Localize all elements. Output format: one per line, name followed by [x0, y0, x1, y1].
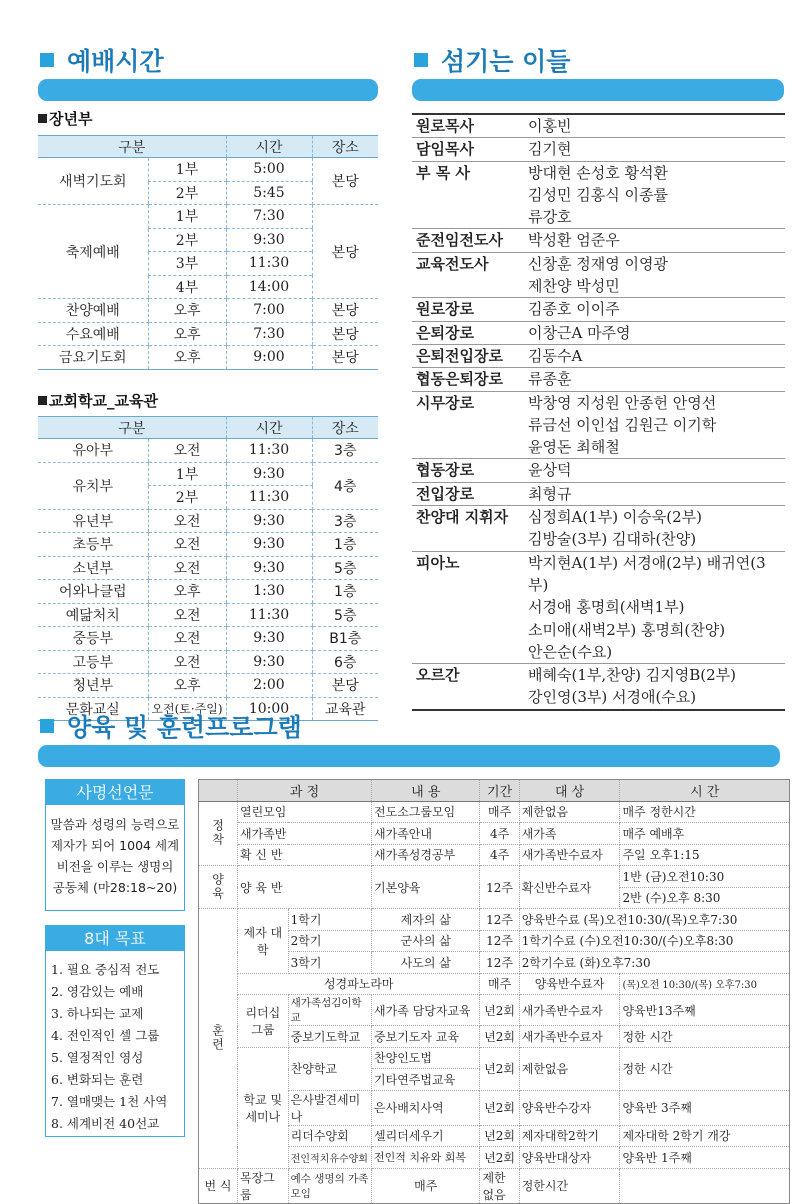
table-cell: 주일 오후1:15: [620, 844, 790, 866]
staff-row: [412, 161, 785, 229]
goals-title: 8대 목표: [46, 926, 184, 951]
table-cell: 7:00: [226, 299, 312, 323]
header-cell: 대 상: [519, 780, 620, 802]
staff-name-line: 배혜숙(1부,찬양) 김지영B(2부): [528, 666, 736, 685]
staff-names: [528, 253, 785, 298]
section-bar: [38, 745, 780, 767]
table-cell: 3학기: [288, 952, 371, 974]
table-cell: 1부: [148, 462, 226, 486]
table-cell: 오후: [148, 322, 226, 346]
table-cell: 새가족안내: [372, 823, 480, 845]
staff-names: [528, 138, 785, 160]
table-cell: 오후: [148, 580, 226, 604]
table-cell: 양 육 반: [238, 866, 372, 909]
table-cell: 금요기도회: [38, 346, 148, 370]
school-table: [38, 416, 378, 721]
table-cell: 찬양인도법: [372, 1047, 480, 1069]
square-bullet-icon: [40, 53, 54, 67]
table-cell: 1학기수료 (수)오전10:30/(수)오후8:30: [519, 930, 789, 952]
table-cell: 제한없음: [480, 1168, 519, 1203]
staff-role: 담임목사: [416, 140, 474, 159]
table-cell: 정한 시간: [620, 1047, 790, 1090]
table-cell: 문화교실: [38, 697, 148, 721]
staff-section-title: 섬기는 이들: [414, 42, 570, 78]
table-cell: 정한 시간: [620, 1026, 790, 1048]
table-cell: 새가족반수료자: [519, 1026, 620, 1048]
table-cell: 3층: [312, 439, 378, 463]
table-cell: 오전: [148, 533, 226, 557]
staff-role: 전입장로: [416, 484, 474, 503]
staff-name-line: 김성민 김홍식 이종률: [528, 185, 668, 204]
table-cell: 어와나클럽: [38, 580, 148, 604]
staff-name-line: 윤상덕: [528, 461, 572, 480]
table-cell: 전인적치유수양회: [288, 1147, 371, 1169]
header-cell: 장소: [312, 136, 378, 158]
table-cell: 4층: [312, 462, 378, 509]
staff-row: [412, 551, 785, 663]
square-bullet-icon: [38, 396, 47, 405]
table-cell: 2학기: [288, 930, 371, 952]
staff-name-line: 박성환 엄준우: [528, 231, 620, 250]
table-cell: 양육반 3주째: [620, 1090, 790, 1125]
header-cell: 장소: [312, 417, 378, 439]
table-cell: 7:30: [226, 322, 312, 346]
table-cell: 은사배치사역: [372, 1090, 480, 1125]
table-cell: 새가족성경공부: [372, 844, 480, 866]
staff-row: [412, 321, 785, 344]
staff-names: [528, 322, 785, 344]
table-cell: 양육반수강자: [519, 1090, 620, 1125]
table-cell: 번 식: [199, 1168, 238, 1203]
staff-name-line: 최형규: [528, 484, 572, 503]
staff-row: [412, 344, 785, 367]
table-cell: 5:45: [226, 181, 312, 205]
table-cell: 본당: [312, 205, 378, 299]
table-cell: 1부: [148, 205, 226, 229]
staff-row: [412, 115, 785, 137]
table-cell: 매주 예배후: [620, 823, 790, 845]
table-cell: 찬양예배: [38, 299, 148, 323]
table-cell: 2부: [148, 181, 226, 205]
table-cell: 중등부: [38, 627, 148, 651]
table-cell: 12주: [480, 930, 519, 952]
table-cell: 청년부: [38, 674, 148, 698]
table-cell: (목)오전 10:30/(목) 오후7:30: [620, 973, 790, 995]
table-cell: 9:30: [226, 650, 312, 674]
table-cell: 14:00: [226, 275, 312, 299]
table-cell: 6층: [312, 650, 378, 674]
staff-name-line: 이홍빈: [528, 117, 572, 135]
table-cell: 년2회: [480, 1047, 519, 1090]
table-cell: 유치부: [38, 462, 148, 509]
staff-name-line: 제찬양 박성민: [528, 277, 620, 296]
table-cell: 4주: [480, 823, 519, 845]
table-cell: 기본양육: [372, 866, 480, 909]
table-cell: 고등부: [38, 650, 148, 674]
table-cell: 5층: [312, 603, 378, 627]
table-cell: 전도소그룹모임: [372, 801, 480, 823]
header-cell: 내 용: [372, 780, 480, 802]
table-cell: 제자대학 2학기 개강: [620, 1125, 790, 1147]
staff-row: [412, 458, 785, 481]
table-cell: 확신반수료자: [519, 866, 620, 909]
staff-role: 오르간: [416, 666, 460, 685]
table-cell: 3부: [148, 252, 226, 276]
staff-names: [528, 345, 785, 367]
table-cell: 9:30: [226, 462, 312, 486]
staff-name-line: 서경애 홍명희(새벽1부): [528, 598, 685, 617]
staff-role: 교육전도사: [416, 254, 489, 273]
table-cell: 4주: [480, 844, 519, 866]
table-cell: 11:30: [226, 439, 312, 463]
staff-name-line: 김종호 이이주: [528, 300, 620, 319]
table-cell: 사도의 삶: [372, 952, 480, 974]
table-cell: 찬양학교: [288, 1047, 371, 1090]
staff-name-line: 박창영 지성원 안종헌 안영선: [528, 393, 717, 412]
table-cell: 1부: [148, 158, 226, 182]
staff-names: [528, 392, 785, 459]
table-cell: 10:00: [226, 697, 312, 721]
table-cell: 11:30: [226, 486, 312, 510]
table-cell: 초등부: [38, 533, 148, 557]
staff-names: [528, 115, 785, 137]
category-cell: 양육: [199, 866, 238, 909]
header-cell: 시 간: [620, 780, 790, 802]
staff-row: [412, 252, 785, 298]
table-cell: 오전: [148, 603, 226, 627]
staff-name-line: 소미애(새벽2부) 홍명희(찬양): [528, 620, 726, 639]
staff-role: 협동은퇴장로: [416, 370, 503, 389]
table-cell: 2반 (수)오후 8:30: [620, 887, 790, 909]
section-bar: [412, 79, 784, 101]
table-cell: 학교 및 세미나: [238, 1047, 289, 1168]
table-cell: 목장그룹: [238, 1168, 289, 1203]
table-cell: 제한없음: [519, 801, 620, 823]
goal-item: 3. 하나되는 교제: [51, 1006, 144, 1021]
table-cell: 정한시간: [519, 1168, 620, 1203]
table-cell: 9:30: [226, 627, 312, 651]
table-cell: 새벽기도회: [38, 158, 148, 205]
table-cell: 년2회: [480, 1125, 519, 1147]
mission-text: 말씀과 성령의 능력으로 제자가 되어 1004 세계 비전을 이루는 생명의 공동체 (마28:18~20): [50, 817, 180, 895]
table-cell: 12주: [480, 909, 519, 931]
table-cell: 11:30: [226, 603, 312, 627]
table-cell: 1층: [312, 580, 378, 604]
staff-role: 은퇴전입장로: [416, 346, 503, 365]
header-cell: 시간: [226, 136, 312, 158]
staff-name-line: 강인영(3부) 서경애(수요): [528, 688, 697, 707]
table-cell: 중보기도자 교육: [372, 1026, 480, 1048]
staff-names: [528, 368, 785, 390]
goals-list: [46, 951, 184, 1135]
table-cell: 본당: [312, 674, 378, 698]
staff-name-line: 윤영돈 최해철: [528, 438, 620, 457]
adult-worship-table: [38, 135, 378, 370]
staff-row: [412, 505, 785, 551]
table-cell: 새가족 담당자교육: [372, 995, 480, 1026]
goal-item: 4. 전인적인 셀 그룹: [51, 1028, 160, 1043]
worship-section-title: 예배시간: [40, 42, 164, 78]
training-section-title: 양육 및 훈련프로그램: [40, 708, 302, 744]
table-cell: 새가족반수료자: [519, 844, 620, 866]
staff-row: [412, 482, 785, 505]
table-cell: 중보기도학교: [288, 1026, 371, 1048]
staff-list: [412, 113, 785, 711]
table-cell: 군사의 삶: [372, 930, 480, 952]
goal-item: 6. 변화되는 훈련: [51, 1072, 144, 1087]
table-cell: 오전: [148, 509, 226, 533]
table-cell: 본당: [312, 158, 378, 205]
staff-name-line: 신창훈 정재영 이영광: [528, 254, 668, 273]
table-cell: B1층: [312, 627, 378, 651]
table-cell: 매주: [480, 973, 519, 995]
staff-name-line: 방대현 손성호 황석환: [528, 163, 668, 182]
table-cell: 제자 대학: [238, 909, 289, 974]
staff-names: [528, 506, 785, 551]
category-cell: 훈련: [199, 909, 238, 1169]
staff-names: [528, 664, 785, 709]
table-cell: 매주: [480, 801, 519, 823]
table-cell: 오전: [148, 650, 226, 674]
table-cell: 제자의 삶: [372, 909, 480, 931]
table-cell: 년2회: [480, 1026, 519, 1048]
table-cell: 7:30: [226, 205, 312, 229]
table-cell: 오전: [148, 439, 226, 463]
table-cell: 본당: [312, 322, 378, 346]
table-cell: 예수 생명의 가족모임: [288, 1168, 371, 1203]
table-cell: 양육반수료자: [519, 973, 620, 995]
school-subtitle: 교회학교_교육관: [38, 390, 158, 411]
table-cell: 5층: [312, 556, 378, 580]
table-cell: 소년부: [38, 556, 148, 580]
category-cell: 정착: [199, 801, 238, 866]
table-cell: 전인적 치유와 회복: [372, 1147, 480, 1169]
table-cell: 교육관: [312, 697, 378, 721]
table-cell: 년2회: [480, 995, 519, 1026]
table-cell: 기타연주법교육: [372, 1069, 480, 1091]
staff-name-line: 심정희A(1부) 이승욱(2부): [528, 508, 703, 527]
table-cell: 유년부: [38, 509, 148, 533]
table-cell: 양육반수료 (목)오전10:30/(목)오후7:30: [519, 909, 789, 931]
table-cell: 2부: [148, 228, 226, 252]
goal-item: 8. 세계비전 40선교: [51, 1116, 160, 1131]
staff-names: [528, 229, 785, 251]
table-cell: 11:30: [226, 252, 312, 276]
table-cell: 양육반13주째: [620, 995, 790, 1026]
table-cell: 본당: [312, 299, 378, 323]
goal-item: 1. 필요 중심적 전도: [51, 962, 160, 977]
staff-role: 원로장로: [416, 300, 474, 319]
program-table: [198, 779, 790, 1204]
staff-role: 준전임전도사: [416, 231, 503, 250]
table-cell: 9:00: [226, 346, 312, 370]
staff-row: [412, 391, 785, 459]
table-cell: 9:30: [226, 228, 312, 252]
square-bullet-icon: [414, 53, 428, 67]
table-cell: 매주: [372, 1168, 480, 1203]
staff-names: [528, 459, 785, 481]
staff-role: 원로목사: [416, 117, 474, 135]
table-cell: 년2회: [480, 1147, 519, 1169]
table-cell: 제자대학2학기: [519, 1125, 620, 1147]
staff-names: [528, 162, 785, 229]
staff-name-line: 류금선 이인섭 김원근 이기학: [528, 415, 717, 434]
table-cell: 제한없음: [519, 1047, 620, 1090]
staff-name-line: 안은순(수요): [528, 642, 613, 661]
header-cell: 과 정: [238, 780, 372, 802]
section-bar: [38, 79, 378, 101]
table-cell: 9:30: [226, 509, 312, 533]
table-cell: 새가족섬김이학교: [288, 995, 371, 1026]
table-cell: 성경파노라마: [238, 973, 480, 995]
table-cell: 리더십 그룹: [238, 995, 289, 1048]
table-cell: 열린모임: [238, 801, 372, 823]
goal-item: 7. 열매맺는 1천 사역: [51, 1094, 168, 1109]
table-cell: 유아부: [38, 439, 148, 463]
staff-row: [412, 137, 785, 160]
table-cell: 본당: [312, 346, 378, 370]
goals-box: [45, 925, 185, 1137]
adult-subtitle: 장년부: [38, 108, 92, 129]
goal-item: 5. 열정적인 영성: [51, 1050, 144, 1065]
table-cell: 오전: [148, 627, 226, 651]
staff-row: [412, 367, 785, 390]
table-cell: 새가족: [519, 823, 620, 845]
table-cell: 수요예배: [38, 322, 148, 346]
staff-name-line: 김방술(3부) 김대하(찬양): [528, 530, 697, 549]
staff-names: [528, 483, 785, 505]
table-cell: 1학기: [288, 909, 371, 931]
table-cell: 은사발견세미나: [288, 1090, 371, 1125]
table-cell: 새가족반: [238, 823, 372, 845]
table-cell: 12주: [480, 866, 519, 909]
table-cell: 5:00: [226, 158, 312, 182]
table-cell: 리더수양회: [288, 1125, 371, 1147]
header-cell: 시간: [226, 417, 312, 439]
table-cell: 4부: [148, 275, 226, 299]
table-cell: 오후: [148, 299, 226, 323]
mission-title: 사명선언문: [46, 780, 184, 805]
table-cell: 1반 (금)오전10:30: [620, 866, 790, 888]
table-cell: 2:00: [226, 674, 312, 698]
staff-role: 찬양대 지휘자: [416, 508, 509, 527]
staff-row: [412, 297, 785, 320]
table-cell: 9:30: [226, 533, 312, 557]
table-cell: 축제예배: [38, 205, 148, 299]
table-cell: 새가족반수료자: [519, 995, 620, 1026]
table-cell: 확 신 반: [238, 844, 372, 866]
header-cell: 구분: [38, 417, 226, 439]
staff-names: [528, 552, 785, 663]
square-bullet-icon: [38, 114, 47, 123]
staff-name-line: 김동수A: [528, 346, 583, 365]
table-cell: 양육반 1주째: [620, 1147, 790, 1169]
table-cell: 1층: [312, 533, 378, 557]
table-cell: 3층: [312, 509, 378, 533]
staff-name-line: 박지현A(1부) 서경애(2부) 배귀연(3부): [528, 553, 766, 594]
table-cell: 오후: [148, 674, 226, 698]
table-cell: 2학기수료 (화)오후7:30: [519, 952, 789, 974]
staff-role: 부 목 사: [416, 163, 470, 182]
table-cell: 2부: [148, 486, 226, 510]
table-cell: 셀리더세우기: [372, 1125, 480, 1147]
staff-row: [412, 663, 785, 709]
staff-role: 협동장로: [416, 461, 474, 480]
table-cell: 매주 정한시간: [620, 801, 790, 823]
staff-name-line: 류종훈: [528, 370, 572, 389]
table-cell: 오전(토·주일): [148, 697, 226, 721]
table-cell: 12주: [480, 952, 519, 974]
header-cell: 구분: [38, 136, 226, 158]
table-cell: 오전: [148, 556, 226, 580]
table-cell: 예닮처치: [38, 603, 148, 627]
staff-role: 시무장로: [416, 393, 474, 412]
square-bullet-icon: [40, 719, 54, 733]
staff-name-line: 이창근A 마주영: [528, 323, 631, 342]
staff-names: [528, 298, 785, 320]
header-cell: 기간: [480, 780, 519, 802]
table-cell: 오후: [148, 346, 226, 370]
staff-row: [412, 228, 785, 251]
staff-role: 은퇴장로: [416, 323, 474, 342]
table-cell: 년2회: [480, 1090, 519, 1125]
table-cell: 1:30: [226, 580, 312, 604]
goal-item: 2. 영감있는 예배: [51, 984, 144, 999]
staff-name-line: 김기현: [528, 140, 572, 159]
staff-role: 피아노: [416, 553, 460, 572]
mission-box: [45, 779, 185, 911]
staff-name-line: 류강호: [528, 208, 572, 227]
table-cell: 9:30: [226, 556, 312, 580]
table-cell: 양육반대상자: [519, 1147, 620, 1169]
